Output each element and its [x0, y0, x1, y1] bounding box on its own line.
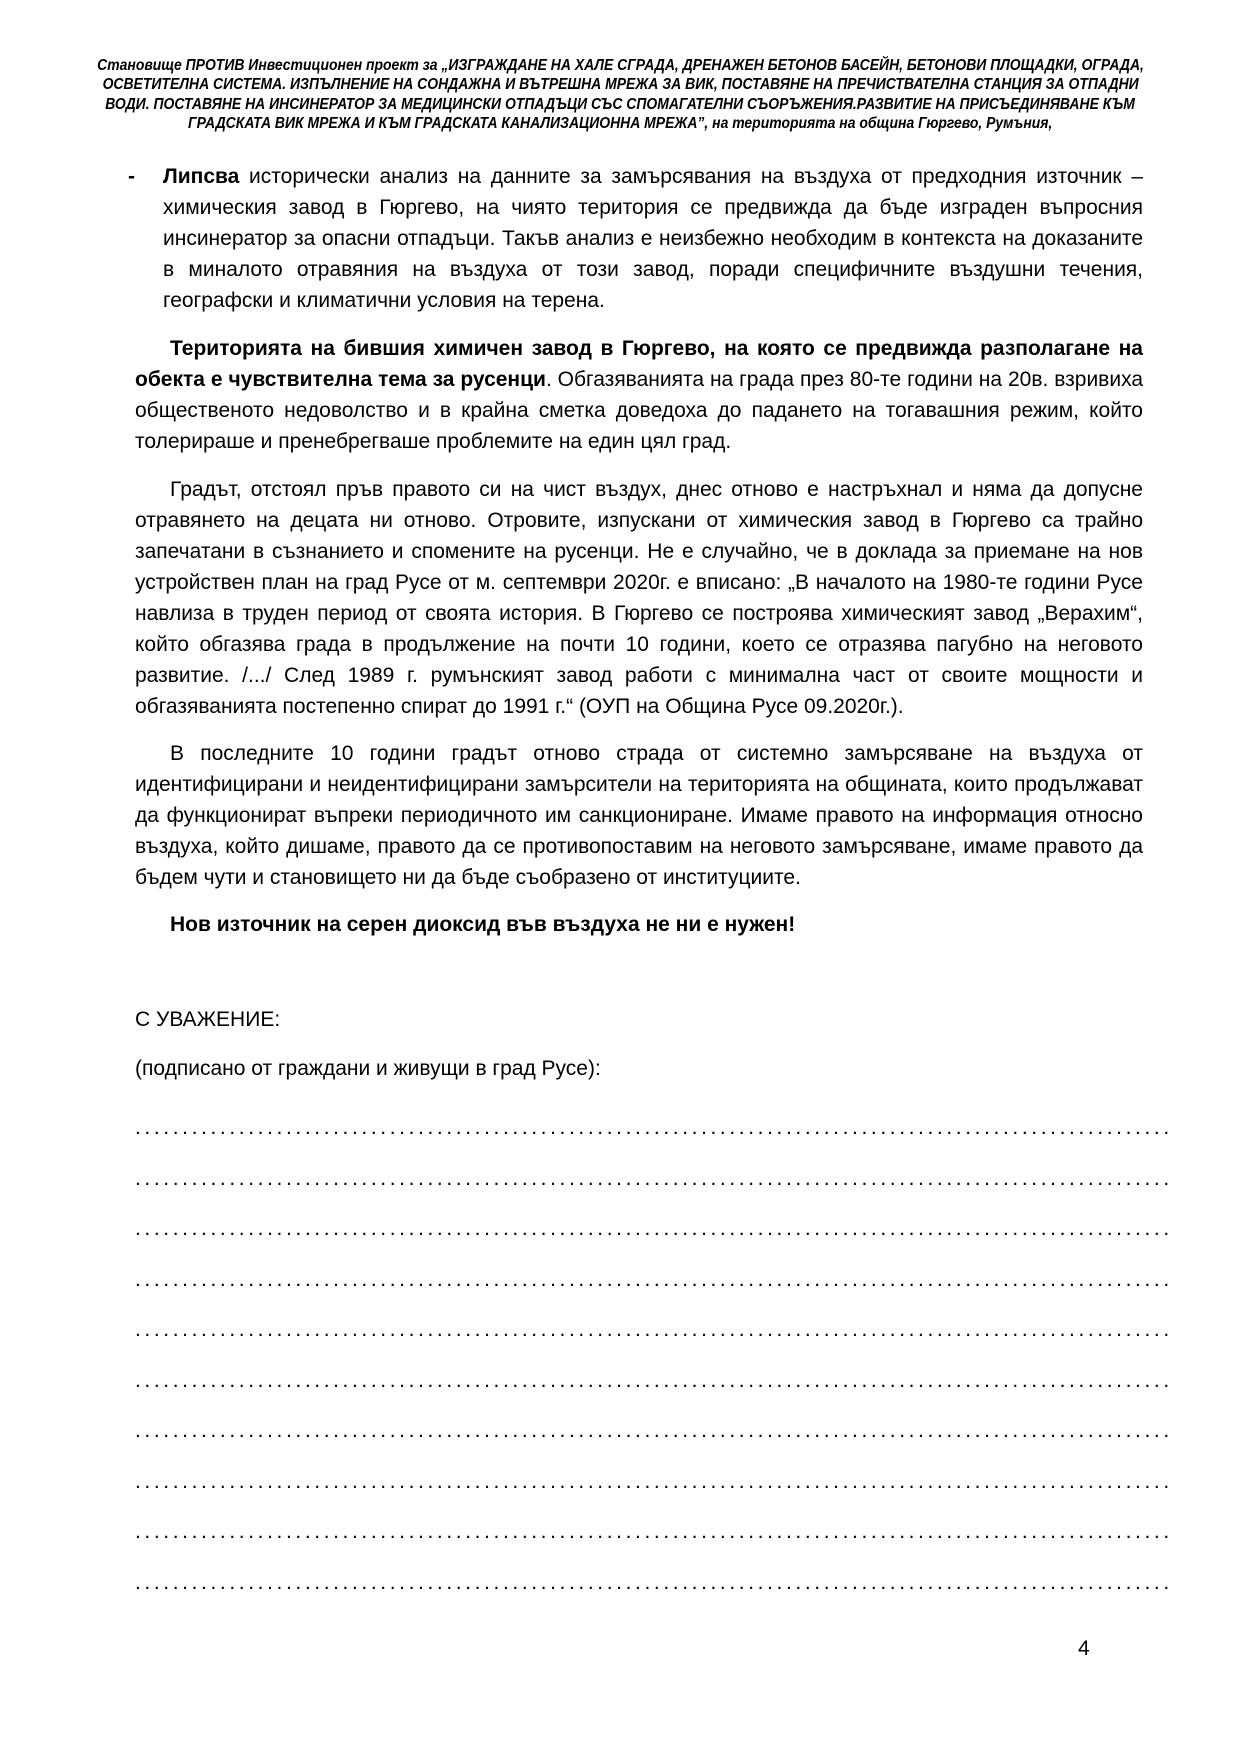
signature-line: ..............................................................................................................	[135, 1318, 1173, 1341]
header-line: ГРАДСКАТА ВИК МРЕЖА И КЪМ ГРАДСКАТА КАНАЛИЗАЦИОННА МРЕЖА”, на територията на община Гюргево, Румъния,	[188, 114, 1053, 132]
paragraph-text: Нов източник на серен диоксид във въздуха не ни е нужен!	[170, 913, 796, 936]
header-line: Становище ПРОТИВ Инвестиционен проект за „ИЗГРАЖДАНЕ НА ХАЛЕ СГРАДА, ДРЕНАЖЕН БЕТОНОВ БАСЕЙН, БЕТОНОВИ ПЛОЩАДКИ, ОГРАДА,	[97, 57, 1144, 74]
paragraph-text: Градът, отстоял пръв правото си на чист въздух, днес отново е настръхнал и няма да допусне отравянето на децата ни отново. Отровите, изпускани от химическия завод в Гюргево са трайно запечатани в съзнанието и спомените на русенци. Не е случайно, че в доклада за приемане на нов устройствен план на град Русе от м. септември 2020г. е вписано: „В началото на 1980-те години Русе навлиза в труден период от своята история. В Гюргево се построява химическият завод „Верахим“, който обгазява града в продължение на почти 10 години, което се отразява пагубно на неговото развитие. /.../ След 1989 г. румънският завод работи с минимална част от своите мощности и обгазяванията постепенно спират до 1991 г.“ (ОУП на Община Русе 09.2020г.).	[135, 478, 1143, 718]
paragraph-text: исторически анализ на данните за замърсявания на въздуха от предходния източник – химическия завод в Гюргево, на чиято територия се предвижда да бъде изграден въпросния инсинератор за опасни отпадъци. Такъв анализ е неизбежно необходим в контекста на доказаните в миналото отравяния на въздуха от този завод, поради специфичните въздушни течения, географски и климатични условия на терена.	[163, 165, 1143, 312]
signature-line: ..............................................................................................................	[135, 1570, 1173, 1594]
signature-line: ..............................................................................................................	[135, 1419, 1173, 1442]
signature-lines	[135, 1103, 1175, 1608]
signature-line: ..............................................................................................................	[135, 1166, 1173, 1190]
paragraph-last-10-years	[135, 738, 1143, 893]
paragraph-lead-bold: Територията на бившия химичен завод в Гюргево, на която се предвижда разполагане на обекта е чувствителна тема за русенци	[135, 337, 1143, 391]
page-number: 4	[1078, 1637, 1090, 1660]
signature-line: ..............................................................................................................	[135, 1520, 1173, 1543]
header-line: ВОДИ. ПОСТАВЯНЕ НА ИНСИНЕРАТОР ЗА МЕДИЦИНСКИ ОТПАДЪЦИ СЪС СПОМАГАТЕЛНИ СЪОРЪЖЕНИЯ.РАЗВИТИЕ НА ПРИСЪЕДИНЯВАНЕ КЪМ	[105, 95, 1136, 113]
header-line: ОСВЕТИТЕЛНА СИСТЕМА. ИЗПЪЛНЕНИЕ НА СОНДАЖНА И ВЪТРЕШНА МРЕЖА ЗА ВИК, ПОСТАВЯНЕ НА ПРЕЧИСТВАТЕЛНА СТАНЦИЯ ЗА ОТПАДНИ	[102, 76, 1139, 94]
paragraph-lead-bold: Липсва	[163, 165, 240, 188]
bullet-marker: -	[128, 165, 135, 188]
signature-line: ..............................................................................................................	[135, 1267, 1173, 1291]
paragraph-no-new-source	[135, 909, 1143, 940]
document-body	[128, 0, 1173, 1608]
paragraph-text: В последните 10 години градът отново страда от системно замърсяване на въздуха от идентифицирани и неидентифицирани замърсители на територията на общината, които продължават да функционират въпреки периодичното им санкциониране. Имаме правото на информация относно въздуха, който дишаме, правото да се противопоставим на неговото замърсяване, имаме правото да бъдем чути и становището ни да бъде съобразено от институциите.	[135, 742, 1143, 889]
closing-salutation: С УВАЖЕНИЕ:	[135, 1008, 281, 1031]
paragraph-territory	[135, 333, 1143, 457]
signature-line: ..............................................................................................................	[135, 1469, 1173, 1493]
paragraph-city-history	[135, 474, 1143, 722]
paragraph-missing-analysis	[128, 161, 1143, 316]
paragraph-text: . Обгазяванията на града през 80-те години на 20в. взривиха общественото недоволство и в крайна сметка доведоха до падането на тогавашния режим, който толерираше и пренебрегваше проблемите на един цял град.	[135, 368, 1144, 453]
closing-signers-note: (подписано от граждани и живущи в град Русе):	[135, 1057, 601, 1080]
signature-line: ..............................................................................................................	[135, 1217, 1173, 1240]
signature-line: ..............................................................................................................	[135, 1368, 1173, 1392]
signature-line: ..............................................................................................................	[135, 1116, 1173, 1139]
